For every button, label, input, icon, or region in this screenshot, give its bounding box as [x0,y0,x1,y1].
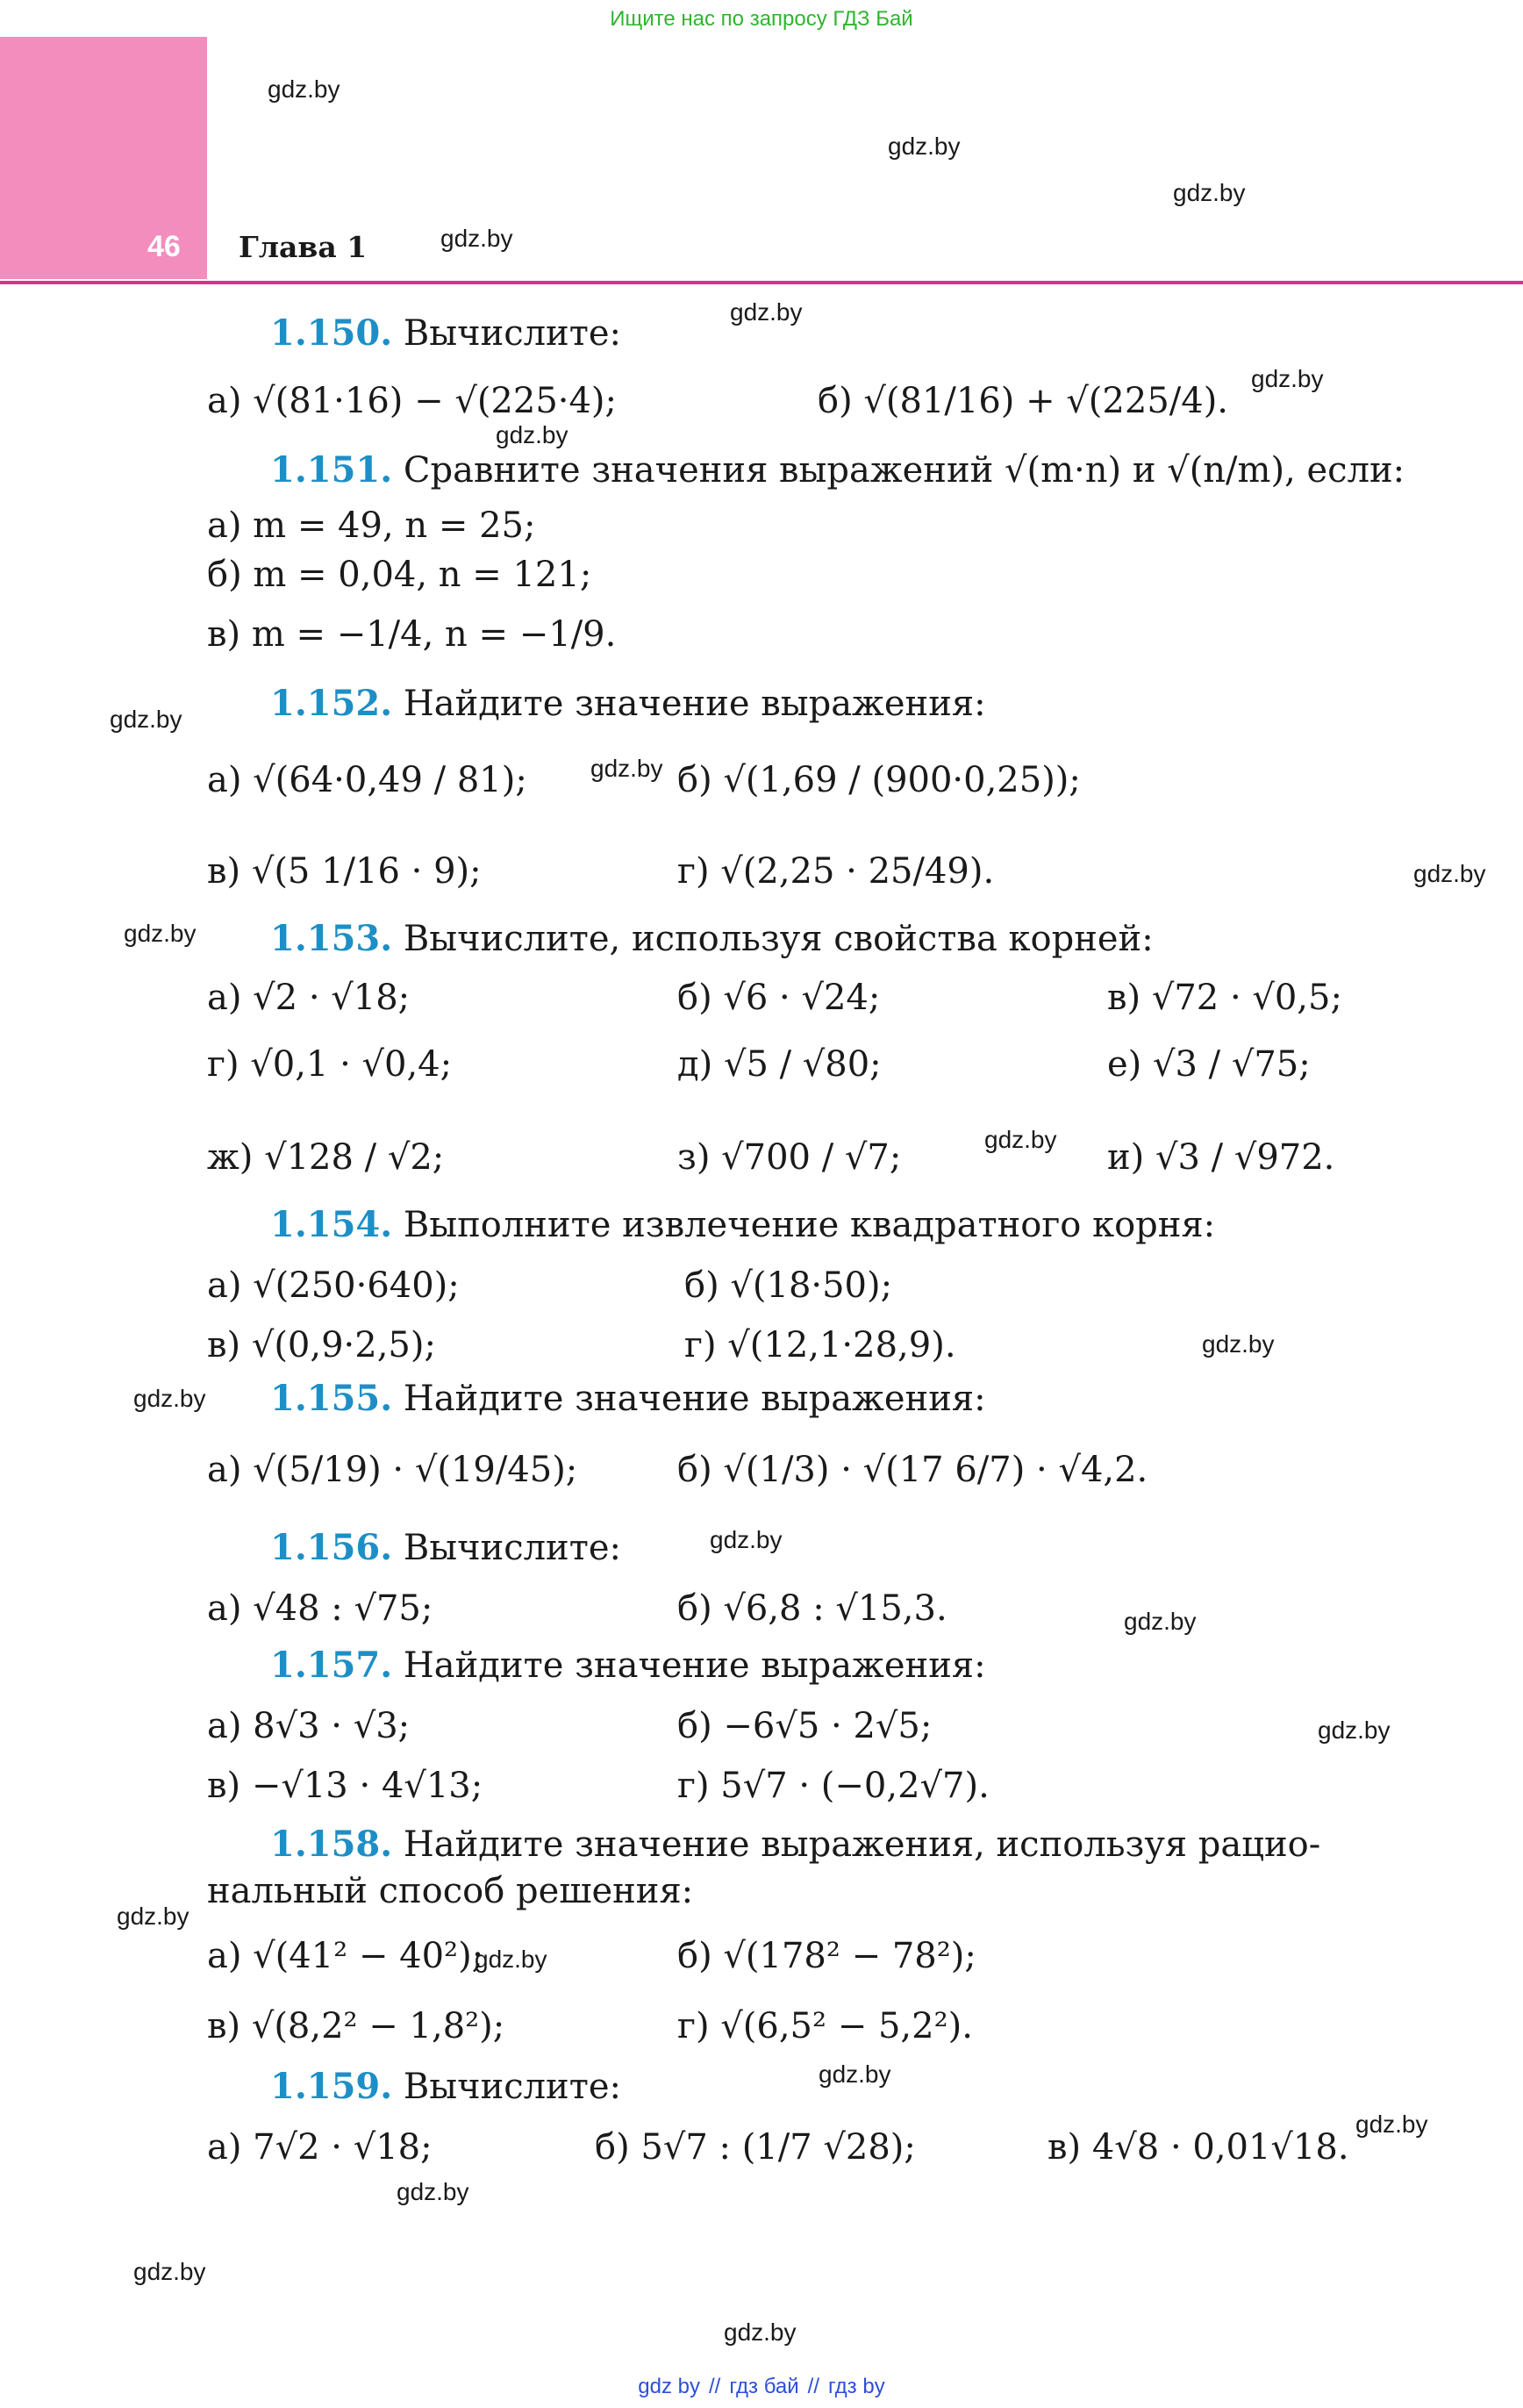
exercise-item: а) √(5/19) · √(19/45); [207,1450,578,1490]
exercise-item: б) √(178² − 78²); [677,1936,976,1976]
exercise-item: з) √700 / √7; [677,1137,902,1178]
watermark: gdz.by [397,2178,469,2205]
watermark: gdz.by [888,133,961,160]
problem-heading [270,1527,621,1568]
exercise-item: б) 5√7 : (1/7 √28); [595,2127,916,2168]
problem-text: Вычислите: [403,313,621,354]
watermark: gdz.by [1251,365,1324,392]
exercise-item: а) √48 : √75; [207,1588,433,1629]
problem-text: Вычислите, используя свойства корней: [403,919,1154,959]
problem-text: Найдите значение выражения: [403,1645,986,1686]
exercise-item: г) √(2,25 · 25/49). [677,851,995,892]
watermark: gdz.by [496,421,568,448]
problem-text: Найдите значение выражения: [403,1379,986,1419]
problem-text: Выполните извлечение квадратного корня: [403,1205,1216,1245]
problem-heading [270,1378,986,1419]
problem-number: 1.156. [270,1527,393,1568]
exercise-item: б) √(18·50); [684,1265,893,1306]
problem-heading [270,918,1154,959]
problem-number: 1.155. [270,1378,393,1419]
problem-heading [270,1824,1320,1865]
watermark: gdz.by [110,706,182,733]
footer-link[interactable]: gdz by [638,2375,700,2398]
problem-text: Сравните значения выражений √(m·n) и √(n/m), если: [403,450,1405,491]
exercise-item: а) √(64·0,49 / 81); [207,760,527,800]
watermark: gdz.by [730,298,803,326]
exercise-item: в) √(8,2² − 1,8²); [207,2006,505,2046]
problem-heading [270,2066,621,2107]
watermark: gdz.by [133,2258,206,2285]
problem-number: 1.152. [270,683,393,724]
watermark: gdz.by [268,75,340,103]
exercise-item: в) 4√8 · 0,01√18. [1048,2127,1349,2168]
footer-links [0,2375,1523,2399]
problem-heading [270,1645,986,1686]
watermark: gdz.by [1318,1716,1391,1744]
problem-number: 1.159. [270,2066,393,2107]
problem-heading [270,312,621,354]
problem-number: 1.157. [270,1645,393,1686]
exercise-item: б) −6√5 · 2√5; [677,1706,933,1746]
problem-number: 1.150. [270,312,393,354]
problem-text: Найдите значение выражения, используя рацио- [403,1824,1321,1865]
problem-heading [270,1204,1215,1245]
watermark: gdz.by [440,225,513,252]
exercise-item: а) √(81·16) − √(225·4); [207,381,618,421]
watermark: gdz.by [1173,179,1246,206]
exercise-item: б) √(81/16) + √(225/4). [818,381,1229,421]
exercise-item: а) √2 · √18; [207,978,411,1018]
watermark: gdz.by [475,1946,547,1973]
page-number: 46 [147,230,181,263]
exercise-item: г) 5√7 · (−0,2√7). [677,1766,990,1806]
exercise-item: б) m = 0,04, n = 121; [207,555,592,595]
exercise-item: а) 8√3 · √3; [207,1706,411,1746]
exercise-item: г) √(12,1·28,9). [684,1325,956,1365]
exercise-item: ж) √128 / √2; [207,1137,445,1178]
exercise-item: б) √(1/3) · √(17 6/7) · √4,2. [677,1450,1148,1490]
problem-text: Вычислите: [403,2067,621,2107]
exercise-item: а) m = 49, n = 25; [207,505,536,546]
watermark: gdz.by [1202,1330,1275,1358]
watermark: gdz.by [590,755,663,782]
exercise-item: г) √0,1 · √0,4; [207,1044,453,1085]
exercise-item: а) √(250·640); [207,1265,460,1306]
watermark: gdz.by [984,1126,1057,1153]
problem-number: 1.151. [270,449,393,491]
watermark: gdz.by [710,1526,783,1553]
footer-separator: // [709,2375,721,2398]
problem-heading [270,449,1405,491]
exercise-item: в) √(0,9·2,5); [207,1325,436,1365]
problem-text-continued: нальный способ решения: [207,1871,694,1911]
chapter-title: Глава 1 [239,230,368,264]
exercise-item: б) √6,8 : √15,3. [677,1588,947,1629]
top-banner[interactable]: Ищите нас по запросу ГДЗ Бай [610,7,913,31]
exercise-item: в) √(5 1/16 · 9); [207,851,482,892]
exercise-item: а) 7√2 · √18; [207,2127,433,2168]
watermark: gdz.by [724,2318,797,2346]
footer-separator: // [807,2375,819,2398]
watermark: gdz.by [133,1385,206,1412]
exercise-item: б) √6 · √24; [677,978,881,1018]
watermark: gdz.by [1355,2111,1428,2138]
problem-heading [270,683,986,724]
problem-number: 1.158. [270,1824,393,1865]
exercise-item: в) √72 · √0,5; [1107,978,1342,1018]
exercise-item: а) √(41² − 40²); [207,1936,484,1976]
problem-text: Найдите значение выражения: [403,684,986,724]
footer-link[interactable]: гдз бай [729,2375,799,2398]
exercise-item: и) √3 / √972. [1107,1137,1335,1178]
problem-text: Вычислите: [403,1528,621,1568]
exercise-item: д) √5 / √80; [677,1044,882,1085]
exercise-item: г) √(6,5² − 5,2²). [677,2006,973,2046]
watermark: gdz.by [1124,1608,1197,1635]
header-rule [0,281,1523,284]
watermark: gdz.by [819,2060,891,2088]
footer-link[interactable]: гдз by [828,2375,885,2398]
exercise-item: в) −√13 · 4√13; [207,1766,483,1806]
watermark: gdz.by [117,1903,189,1930]
problem-number: 1.154. [270,1204,393,1245]
watermark: gdz.by [124,920,197,947]
watermark: gdz.by [1413,860,1486,887]
problem-number: 1.153. [270,918,393,959]
exercise-item: б) √(1,69 / (900·0,25)); [677,760,1081,800]
exercise-item: в) m = −1/4, n = −1/9. [207,614,617,655]
exercise-item: е) √3 / √75; [1107,1044,1311,1085]
